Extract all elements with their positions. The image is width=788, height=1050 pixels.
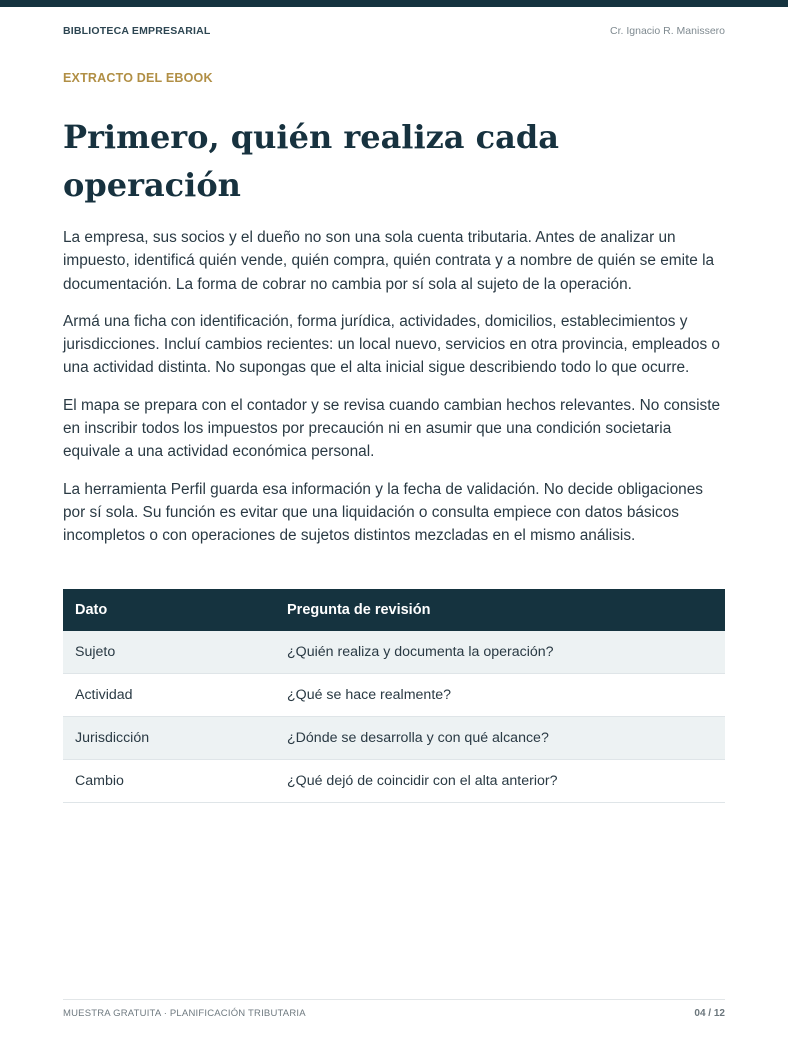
article-body: [63, 226, 727, 562]
top-accent-bar: [0, 0, 788, 7]
column-header-dato: Dato: [63, 589, 275, 631]
page-header: [63, 25, 725, 39]
footer-label: MUESTRA GRATUITA · PLANIFICACIÓN TRIBUTARIA: [63, 1008, 306, 1019]
paragraph: Armá una ficha con identificación, forma jurídica, actividades, domicilios, establecimientos y jurisdicciones. Incluí cambios recientes: un local nuevo, servicios en otra provincia, empleados o una actividad distinta. No supongas que el alta inicial sigue describiendo todo lo que ocurre.: [63, 312, 720, 377]
table-row: [63, 674, 725, 717]
author-name: Cr. Ignacio R. Manissero: [610, 25, 725, 37]
brand-name: BIBLIOTECA EMPRESARIAL: [63, 25, 211, 37]
cell-dato: Jurisdicción: [63, 717, 275, 760]
table-row: [63, 631, 725, 674]
paragraph: La herramienta Perfil guarda esa información y la fecha de validación. No decide obligaciones por sí sola. Su función es evitar que una liquidación o consulta empiece con datos básicos incompletos o con operaciones de sujetos distintos mezcladas en el mismo análisis.: [63, 480, 703, 545]
cell-pregunta: ¿Qué dejó de coincidir con el alta anterior?: [275, 760, 725, 803]
footer-divider: [63, 999, 725, 1000]
page-title: Primero, quién realiza cada operación: [63, 118, 559, 204]
cell-dato: Actividad: [63, 674, 275, 717]
cell-pregunta: ¿Dónde se desarrolla y con qué alcance?: [275, 717, 725, 760]
review-table: [63, 589, 725, 803]
table-row: [63, 717, 725, 760]
paragraph: El mapa se prepara con el contador y se revisa cuando cambian hechos relevantes. No consiste en inscribir todos los impuestos por precaución ni en asumir que una condición societaria equivale a una actividad económica personal.: [63, 396, 721, 461]
page-number: 04 / 12: [694, 1008, 725, 1019]
section-kicker: EXTRACTO DEL EBOOK: [63, 71, 213, 85]
cell-pregunta: ¿Quién realiza y documenta la operación?: [275, 631, 725, 674]
table-row: [63, 760, 725, 803]
cell-dato: Cambio: [63, 760, 275, 803]
paragraph: La empresa, sus socios y el dueño no son una sola cuenta tributaria. Antes de analizar un impuesto, identificá quién vende, quién compra, quién contrata y a nombre de quién se emite la documentación. La forma de cobrar no cambia por sí sola al sujeto de la operación.: [63, 229, 715, 293]
cell-dato: Sujeto: [63, 631, 275, 674]
cell-pregunta: ¿Qué se hace realmente?: [275, 674, 725, 717]
table-header-row: [63, 589, 725, 631]
column-header-pregunta: Pregunta de revisión: [275, 589, 725, 631]
